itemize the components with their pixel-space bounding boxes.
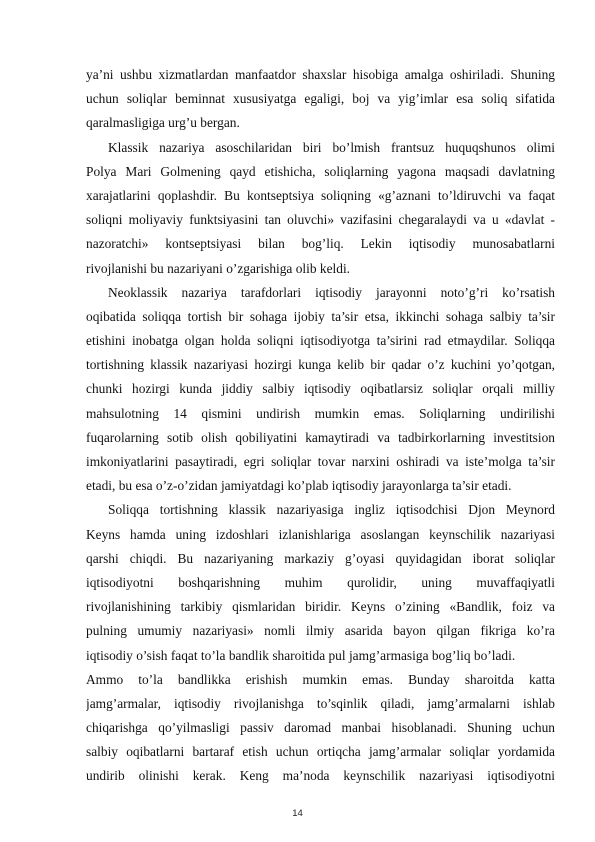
- text-line: pulning umumiy nazariyasi» nomli ilmiy asarida bayon qilgan fikriga ko’ra: [86, 623, 555, 639]
- text-line: undirib olinishi kerak. Keng ma’noda keynschilik nazariyasi iqtisodiyotni: [86, 768, 555, 784]
- text-line: ya’ni ushbu xizmatlardan manfaatdor shaxslar hisobiga amalga oshiriladi. Shuning: [86, 67, 555, 82]
- paragraph-first-line: Neoklassik nazariya tarafdorlari iqtisodiy jarayonni noto’g’ri ko’rsatish: [108, 284, 555, 300]
- text-line: salbiy oqibatlarni bartaraf etish uchun ortiqcha jamg’armalar soliqlar yordamida: [86, 744, 555, 760]
- text-line: rivojlanishi bu nazariyani o’zgarishiga olib keldi.: [86, 260, 351, 276]
- text-line: rivojlanishining tarkibiy qismlaridan biridir. Keyns o’zining «Bandlik, foiz va: [86, 599, 555, 615]
- text-line: chunki hozirgi kunda jiddiy salbiy iqtisodiy oqibatlarsiz soliqlar orqali milliy: [86, 381, 555, 397]
- paragraph-first-line: Klassik nazariya asoschilaridan biri bo’lmish frantsuz huquqshunos olimi: [108, 139, 555, 155]
- text-line: qaralmasligiga urg’u bergan.: [86, 115, 240, 131]
- text-line: tortishning klassik nazariyasi hozirgi kunga kelib bir qadar o’z kuchini yo’qotgan,: [86, 357, 555, 373]
- text-line: chiqarishga qo’yilmasligi passiv daromad manbai hisoblanadi. Shuning uchun: [86, 720, 555, 736]
- text-line: iqtisodiy o’sish faqat to’la bandlik sharoitida pul jamg’armasiga bog’liq bo’ladi.: [86, 647, 516, 663]
- text-line: imkoniyatlarini pasaytiradi, egri soliqlar tovar narxini oshiradi va iste’molga ta’sir: [86, 454, 555, 469]
- text-line: xarajatlarini qoplashdir. Bu kontseptsiya soliqning «g’aznani to’ldiruvchi va faqat: [86, 187, 555, 203]
- text-line: soliqni moliyaviy funktsiyasini tan oluvchi» vazifasini chegaralaydi va u «davlat -: [86, 212, 555, 228]
- text-line: Keyns hamda uning izdoshlari izlanishlariga asoslangan keynschilik nazariyasi: [86, 526, 555, 542]
- text-line: uchun soliqlar beminnat xususiyatga egaligi, boj va yig’imlar esa soliq sifatida: [86, 91, 555, 107]
- paragraph-first-line: Soliqqa tortishning klassik nazariyasiga ingliz iqtisodchisi Djon Meynord: [108, 502, 555, 518]
- text-line: iqtisodiyotni boshqarishning muhim qurolidir, uning muvaffaqiyatli: [86, 574, 555, 590]
- document-body: [86, 63, 555, 789]
- page-number: 14: [292, 808, 303, 819]
- text-line: etishini inobatga olgan holda soliqni iqtisodiyotga ta’sirini rad etmaydilar. Soliqqa: [86, 333, 555, 349]
- text-line: qarshi chiqdi. Bu nazariyaning markaziy g’oyasi quyidagidan iborat soliqlar: [86, 550, 555, 566]
- text-line: mahsulotning 14 qismini undirish mumkin emas. Soliqlarning undirilishi: [86, 405, 555, 421]
- text-line: Polya Mari Golmening qayd etishicha, soliqlarning yagona maqsadi davlatning: [86, 163, 555, 179]
- text-line: etadi, bu esa o’z-o’zidan jamiyatdagi ko’plab iqtisodiy jarayonlarga ta’sir etadi.: [86, 478, 512, 494]
- text-line: oqibatida soliqqa tortish bir sohaga ijobiy ta’sir etsa, ikkinchi sohaga salbiy ta’sir: [86, 308, 555, 324]
- paragraph-first-line: Ammo to’la bandlikka erishish mumkin emas. Bunday sharoitda katta: [86, 671, 555, 687]
- text-line: fuqarolarning sotib olish qobiliyatini kamaytiradi va tadbirkorlarning investitsion: [86, 429, 555, 445]
- text-line: jamg’armalar, iqtisodiy rivojlanishga to’sqinlik qiladi, jamg’armalarni ishlab: [86, 695, 555, 711]
- text-line: nazoratchi» kontseptsiyasi bilan bog’liq. Lekin iqtisodiy munosabatlarni: [86, 236, 555, 252]
